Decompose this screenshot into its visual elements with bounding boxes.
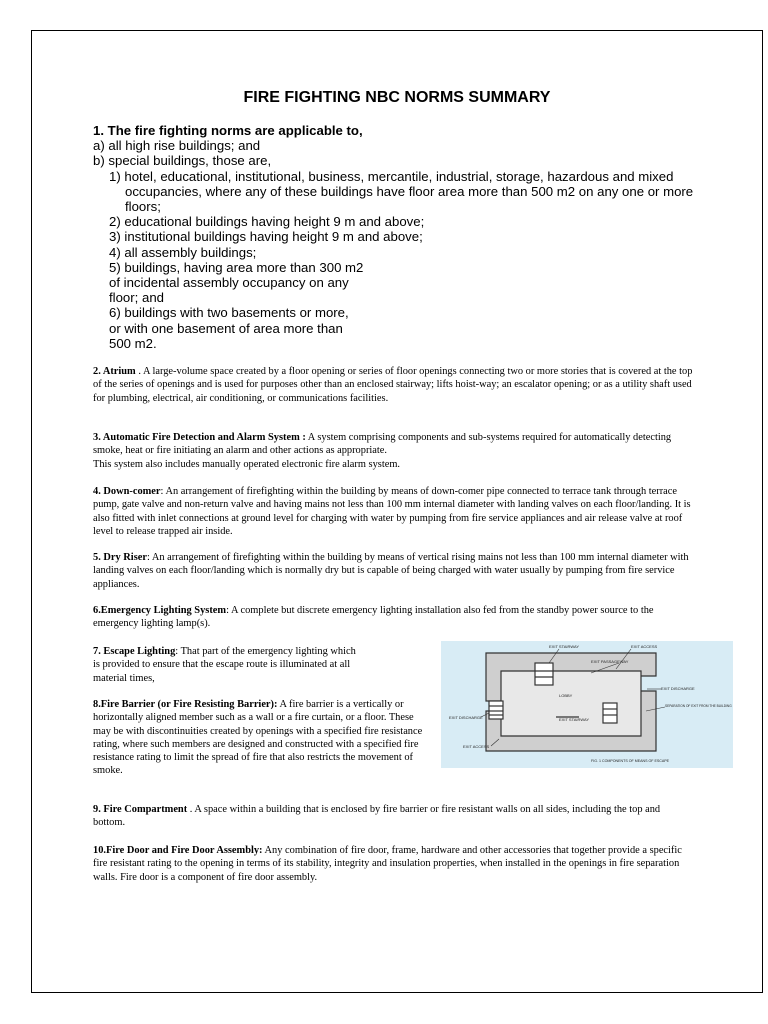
definition-atrium xyxy=(93,365,693,405)
section-heading: 1. The fire fighting norms are applicable to, xyxy=(93,123,363,138)
definition-fire-compartment xyxy=(93,803,693,830)
definition-text: . A large-volume space created by a floor opening or series of floor openings connecting two or more stories that is covered at the top of the series of openings and is used for purposes other than an enclosed stairway; lifts hoist-way; an escalator opening; or as a utility shaft used for plumbing, electrical, air conditioning, or communications facilities. xyxy=(93,366,693,404)
list-item: floor; and xyxy=(109,290,164,306)
definition-fire-door xyxy=(93,844,693,884)
label-exit-stairway: EXIT STAIRWAY xyxy=(549,644,580,649)
definition-term: 4. Down-comer xyxy=(93,486,161,497)
definition-term: 9. Fire Compartment xyxy=(93,804,188,815)
means-of-escape-figure xyxy=(441,641,733,768)
page-title: FIRE FIGHTING NBC NORMS SUMMARY xyxy=(243,89,551,106)
label-exit-passageway: EXIT PASSAGEWAY xyxy=(591,659,629,664)
list-item: 4) all assembly buildings; xyxy=(109,244,257,260)
definition-term: 6.Emergency Lighting System xyxy=(93,605,227,616)
label-separation-note: SEPARATION OF EXIT FROM THE BUILDING xyxy=(665,704,732,708)
definition-text: A fire barrier is a vertically or horizontally aligned member such as a wall or a fire curtain, or a floor. These may be with discontinuities created by openings with a specified fire resistance rating, where such members are designed and constructed with a specified fire resistance rating to limit the spread of fire that also restricts the movement of smoke. xyxy=(93,699,423,777)
list-item-a: a) all high rise buildings; and xyxy=(93,138,261,154)
label-exit-discharge-left: EXIT DISCHARGE xyxy=(449,715,483,720)
definition-text: Any combination of fire door, frame, hardware and other accessories that together provide a specific fire resistant rating to the opening in terms of its stability, integrity and insulation properties, when installed in the openings in fire separation walls. Fire door is a component of fire door assembly. xyxy=(93,845,682,883)
definition-dry-riser xyxy=(93,551,693,591)
exit-stairway-upper xyxy=(535,663,553,685)
definition-term: 3. Automatic Fire Detection and Alarm System : xyxy=(93,432,306,443)
definition-term: 10.Fire Door and Fire Door Assembly: xyxy=(93,845,263,856)
document-page xyxy=(31,30,763,993)
figure-caption: FIG. 1 COMPONENTS OF MEANS OF ESCAPE xyxy=(591,759,670,763)
definition-fire-detection xyxy=(93,431,693,471)
definition-text: This system also includes manually operated electronic fire alarm system. xyxy=(93,458,401,470)
list-item: 6) buildings with two basements or more, xyxy=(109,305,349,321)
definition-term: 8.Fire Barrier (or Fire Resisting Barrier): xyxy=(93,699,278,710)
list-item: of incidental assembly occupancy on any xyxy=(109,275,349,291)
definition-text: : A complete but discrete emergency lighting installation also fed from the standby power source to the emergency lighting lamp(s). xyxy=(93,605,654,630)
label-lobby: LOBBY xyxy=(559,693,573,698)
definition-down-comer xyxy=(93,485,693,538)
applicability-section xyxy=(93,123,713,351)
definition-text: : An arrangement of firefighting within the building by means of vertical rising mains not less than 100 mm internal diameter with landing valves on each floor/landing which is normally dry but is capable of being charged with water usually by pumping from fire service appliances. xyxy=(93,552,689,590)
definition-text: : An arrangement of firefighting within the building by means of down-comer pipe connected to terrace tank through terrace pump, gate valve and non-return valve and having mains not less than 100 mm internal diameter with landing valves on each floor/landing. It is also fitted with inlet connections at ground level for charging with water by pumping from fire service appliances and air release valve at roof level to release trapped air inside. xyxy=(93,486,691,537)
floor-plan-diagram xyxy=(441,641,733,768)
list-item: or with one basement of area more than xyxy=(109,320,343,336)
definition-text: A system comprising components and sub-systems required for automatically detecting smoke, heat or fire initiating an alarm and other actions as appropriate. xyxy=(93,432,672,457)
definition-emergency-lighting xyxy=(93,604,693,631)
exit-stairway-right xyxy=(603,703,617,723)
definition-term: 7. Escape Lighting xyxy=(93,646,176,657)
definition-escape-lighting xyxy=(93,645,358,685)
interior-area xyxy=(501,671,641,736)
list-item: 2) educational buildings having height 9 m and above; xyxy=(109,214,425,230)
label-exit-access: EXIT ACCESS xyxy=(631,644,658,649)
exit-stairway-left xyxy=(489,701,503,719)
label-exit-stairway-lower: EXIT STAIRWAY xyxy=(559,717,590,722)
definition-term: 2. Atrium xyxy=(93,366,136,377)
definition-text: : That part of the emergency lighting which is provided to ensure that the escape route is illuminated at all material times, xyxy=(93,646,356,684)
label-exit-discharge: EXIT DISCHARGE xyxy=(661,686,695,691)
list-item: 3) institutional buildings having height 9 m and above; xyxy=(109,229,423,245)
list-item: 500 m2. xyxy=(109,335,157,351)
list-item-b: b) special buildings, those are, xyxy=(93,153,272,169)
definition-term: 5. Dry Riser xyxy=(93,552,147,563)
list-item: 1) hotel, educational, institutional, business, mercantile, industrial, storage, hazardous and mixed occupancies, where any of these buildings have floor area more than 500 m2 on any one or more floors; xyxy=(109,168,694,215)
list-item: 5) buildings, having area more than 300 m2 xyxy=(109,259,364,275)
definition-text: . A space within a building that is enclosed by fire barrier or fire resistant walls on all sides, including the top and bottom. xyxy=(93,804,661,829)
definition-fire-barrier xyxy=(93,698,433,778)
label-exit-access-lower: EXIT ACCESS xyxy=(463,744,490,749)
